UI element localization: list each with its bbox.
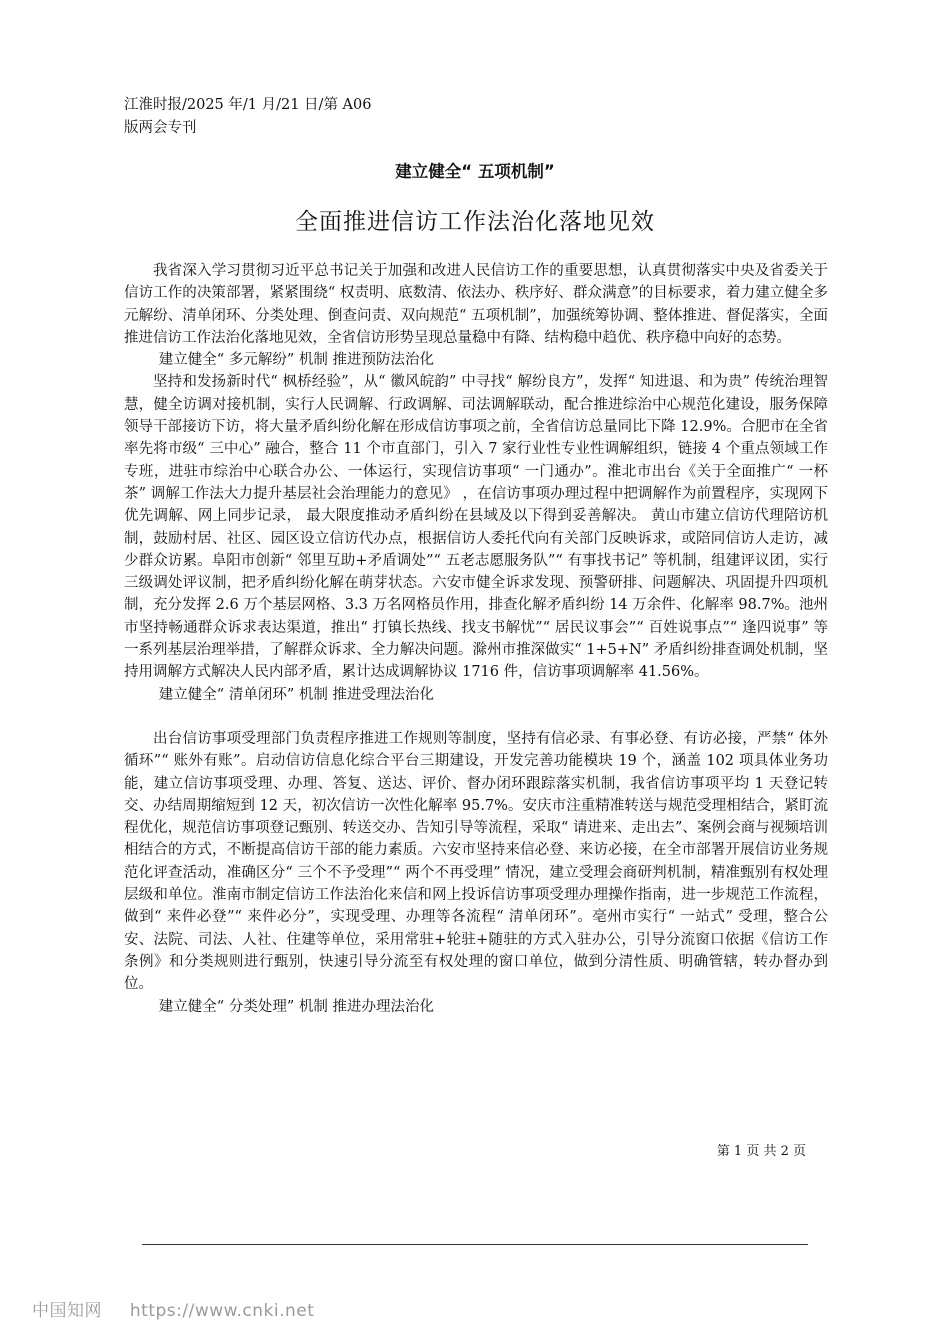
source-line-1: 江淮时报/2025 年/1 月/21 日/第 A06 xyxy=(124,97,372,113)
article-body xyxy=(124,260,828,1018)
body-paragraph: 坚持和发扬新时代“ 枫桥经验”，从“ 徽风皖韵” 中寻找“ 解纷良方”，发挥“ 知进退、和为贵” 传统治理智慧，健全访调对接机制，实行人民调解、行政调解、司法调解联动，配合推进综治中心规范化建设，服务保障领导干部接访下访，将大量矛盾纠纷化解在形成信访事项之前，全省信访总量同比下降 12.9%。合肥市在全省率先将市级“ 三中心” 融合，整合 11 个市直部门，引入 7 家行业性专业性调解组织，链接 4 个重点领域工作专班，进驻市综治中心联合办公、一体运行，实现信访事项“ 一门通办”。淮北市出台《关于全面推广“ 一杯茶” 调解工作法大力提升基层社会治理能力的意见》 ，在信访事项办理过程中把调解作为前置程序，实现网下优先调解、网上同步记录， 最大限度推动矛盾纠纷在县域及以下得到妥善解决。 黄山市建立信访代理陪访机制，鼓励村居、社区、园区设立信访代办点，根据信访人委托代向有关部门反映诉求，或陪同信访人走访，减少群众访累。阜阳市创新“ 邻里互助+矛盾调处”“ 五老志愿服务队”“ 有事找书记” 等机制，组建评议团，实行三级调处评议制，把矛盾纠纷化解在萌芽状态。六安市健全诉求发现、预警研排、问题解决、巩固提升四项机制，充分发挥 2.6 万个基层网格、3.3 万名网格员作用，排查化解矛盾纠纷 14 万余件、化解率 98.7%。池州市坚持畅通群众诉求表达渠道，推出“ 打镇长热线、找支书解忧”“ 居民议事会”“ 百姓说事点”“ 逢四说事” 等一系列基层治理举措，了解群众诉求、全力解决问题。滁州市推深做实“ 1+5+N” 矛盾纠纷排查调处机制，坚持用调解方式解决人民内部矛盾，累计达成调解协议 1716 件，信访事项调解率 41.56%。 xyxy=(124,374,828,681)
section-heading: 建立健全“ 清单闭环” 机制 推进受理法治化 xyxy=(158,686,434,703)
source-line-2: 版两会专刊 xyxy=(124,120,197,136)
article-subtitle: 建立健全“ 五项机制” xyxy=(395,162,555,181)
intro-paragraph: 我省深入学习贯彻习近平总书记关于加强和改进人民信访工作的重要思想，认真贯彻落实中央及省委关于信访工作的决策部署，紧紧围绕“ 权责明、底数清、依法办、秩序好、群众满意”的目标要求，着力建立健全多元解纷、清单闭环、分类处理、倒查问责、双向规范“ 五项机制”，加强统筹协调、整体推进、督促落实，全面推进信访工作法治化落地见效，全省信访形势呈现总量稳中有降、结构稳中趋优、秩序稳中向好的态势。 xyxy=(124,263,828,346)
source-info xyxy=(124,94,424,140)
section-heading: 建立健全“ 多元解纷” 机制 推进预防法治化 xyxy=(158,352,434,369)
body-paragraph: 出台信访事项受理部门负责程序推进工作规则等制度，坚持有信必录、有事必登、有访必接，严禁“ 体外循环”“ 账外有账”。启动信访信息化综合平台三期建设，开发完善功能模块 19 个，涵盖 102 项具体业务功能，建立信访事项受理、办理、答复、送达、评价、督办闭环跟踪落实机制，我省信访事项平均 1 天登记转交、办结周期缩短到 12 天，初次信访一次性化解率 95.7%。安庆市注重精准转送与规范受理相结合，紧盯流程优化，规范信访事项登记甄别、转送交办、告知引导等流程，采取“ 请进来、走出去”、案例会商与视频培训相结合的方式，不断提高信访干部的能力素质。六安市坚持来信必登、来访必接，在全市部署开展信访业务规范化评查活动，准确区分“ 三个不予受理”“ 两个不再受理” 情况，建立受理会商研判机制，精准甄别有权处理层级和单位。淮南市制定信访工作法治化来信和网上投诉信访事项受理办理操作指南，进一步规范工作流程，做到“ 来件必登”“ 来件必分”，实现受理、办理等各流程“ 清单闭环”。亳州市实行“ 一站式” 受理，整合公安、法院、司法、人社、住建等单位，采用常驻+轮驻+随驻的方式入驻办公，引导分流窗口依据《信访工作条例》和分类规则进行甄别，快速引导分流至有权处理的窗口单位，做到分清性质、明确管辖，转办督办到位。 xyxy=(124,730,828,993)
footer-divider xyxy=(142,1244,808,1245)
cnki-watermark xyxy=(32,1296,336,1321)
watermark-brand: 中国知网 xyxy=(32,1301,102,1321)
page-number: 第 1 页 共 2 页 xyxy=(716,1144,806,1159)
article-title: 全面推进信访工作法治化落地见效 xyxy=(295,209,655,235)
section-heading: 建立健全“ 分类处理” 机制 推进办理法治化 xyxy=(158,998,434,1015)
watermark-url: https://www.cnki.net xyxy=(129,1301,315,1321)
